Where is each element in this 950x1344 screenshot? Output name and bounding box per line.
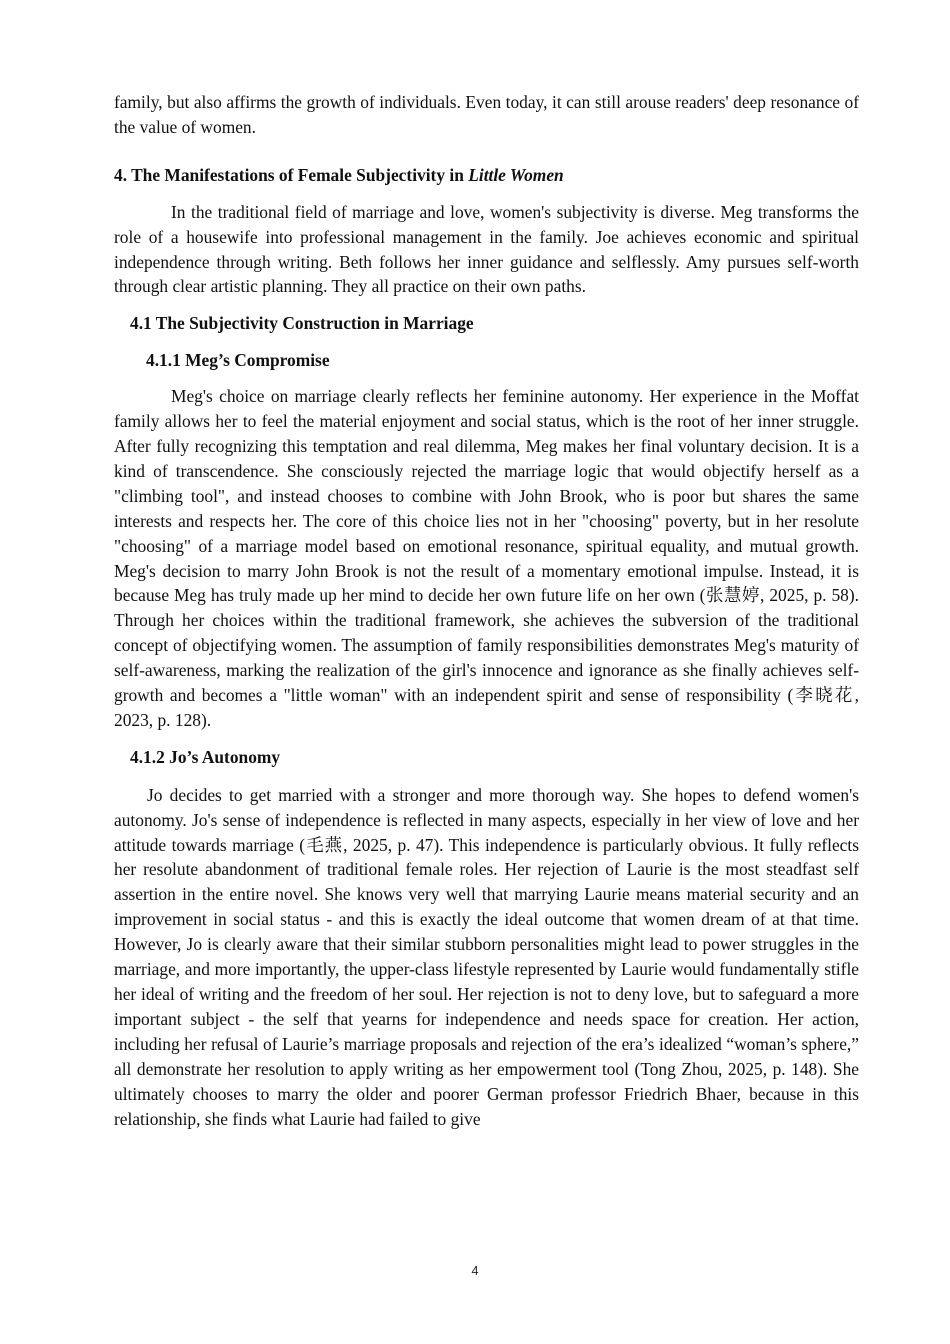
section-4-heading bbox=[114, 163, 859, 188]
book-title-italic: Little Women bbox=[468, 164, 564, 185]
section-4-1-heading: 4.1 The Subjectivity Construction in Marriage bbox=[130, 313, 474, 334]
page-number: 4 bbox=[471, 1264, 479, 1278]
section-4-heading-text: 4. The Manifestations of Female Subjectivity in bbox=[114, 164, 469, 185]
meg-paragraph: Meg's choice on marriage clearly reflects her feminine autonomy. Her experience in the Moffat family allows her to feel the material enjoyment and social status, which is the root of her inner struggle. After fully recognizing this temptation and real dilemma, Meg makes her final voluntary decision. It is a kind of transcendence. She consciously rejected the marriage logic that would objectify herself as a "climbing tool", and instead chooses to combine with John Brook, who is poor but shares the same interests and respects her. The core of this choice lies not in her "choosing" poverty, but in her resolute "choosing" of a marriage model based on emotional resonance, spiritual equality, and mutual growth. Meg's decision to marry John Brook is not the result of a momentary emotional impulse. Instead, it is because Meg has truly made up her mind to decide her own future life on her own (张慧婷, 2025, p. 58). Through her choices within the traditional framework, she achieves the subversion of the traditional concept of objectifying women. The assumption of family responsibilities demonstrates Meg's maturity of self-awareness, marking the realization of the girl's innocence and ignorance as she finally achieves self-growth and becomes a "little woman" with an independent spirit and sense of responsibility (李晓花, 2023, p. 128). bbox=[114, 386, 859, 730]
document-page bbox=[114, 90, 859, 1131]
section-4-1-2-heading: 4.1.2 Jo’s Autonomy bbox=[130, 746, 281, 767]
jo-paragraph: Jo decides to get married with a stronger and more thorough way. She hopes to defend women's autonomy. Jo's sense of independence is reflected in many aspects, especially in her view of love and her attitude towards marriage (毛燕, 2025, p. 47). This independence is particularly obvious. It fully reflects her resolute abandonment of traditional female roles. Her rejection of Laurie is the most steadfast self assertion in the entire novel. She knows very well that marrying Laurie means material security and an improvement in social status - and this is exactly the ideal outcome that women dream of at that time. However, Jo is clearly aware that their similar stubborn personalities might lead to power struggles in the marriage, and more importantly, the upper-class lifestyle represented by Laurie would fundamentally stifle her ideal of writing and the freedom of her soul. Her rejection is not to deny love, but to safeguard a more important subject - the self that yearns for independence and needs space for creation. Her action, including her refusal of Laurie’s marriage proposals and rejection of the era’s idealized “woman’s sphere,” all demonstrate her resolution to apply writing as her empowerment tool (Tong Zhou, 2025, p. 148). She ultimately chooses to marry the older and poorer German professor Friedrich Bhaer, because in this relationship, she finds what Laurie had failed to give bbox=[114, 784, 859, 1129]
intro-paragraph-tail: family, but also affirms the growth of individuals. Even today, it can still arouse readers' deep resonance of the value of women. bbox=[114, 92, 859, 137]
section-4-1-1-heading: 4.1.1 Meg’s Compromise bbox=[146, 350, 330, 371]
section-4-paragraph: In the traditional field of marriage and love, women's subjectivity is diverse. Meg transforms the role of a housewife into professional management in the family. Joe achieves economic and spiritual independence through writing. Beth follows her inner guidance and selflessly. Amy pursues self-worth through clear artistic planning. They all practice on their own paths. bbox=[114, 201, 859, 297]
